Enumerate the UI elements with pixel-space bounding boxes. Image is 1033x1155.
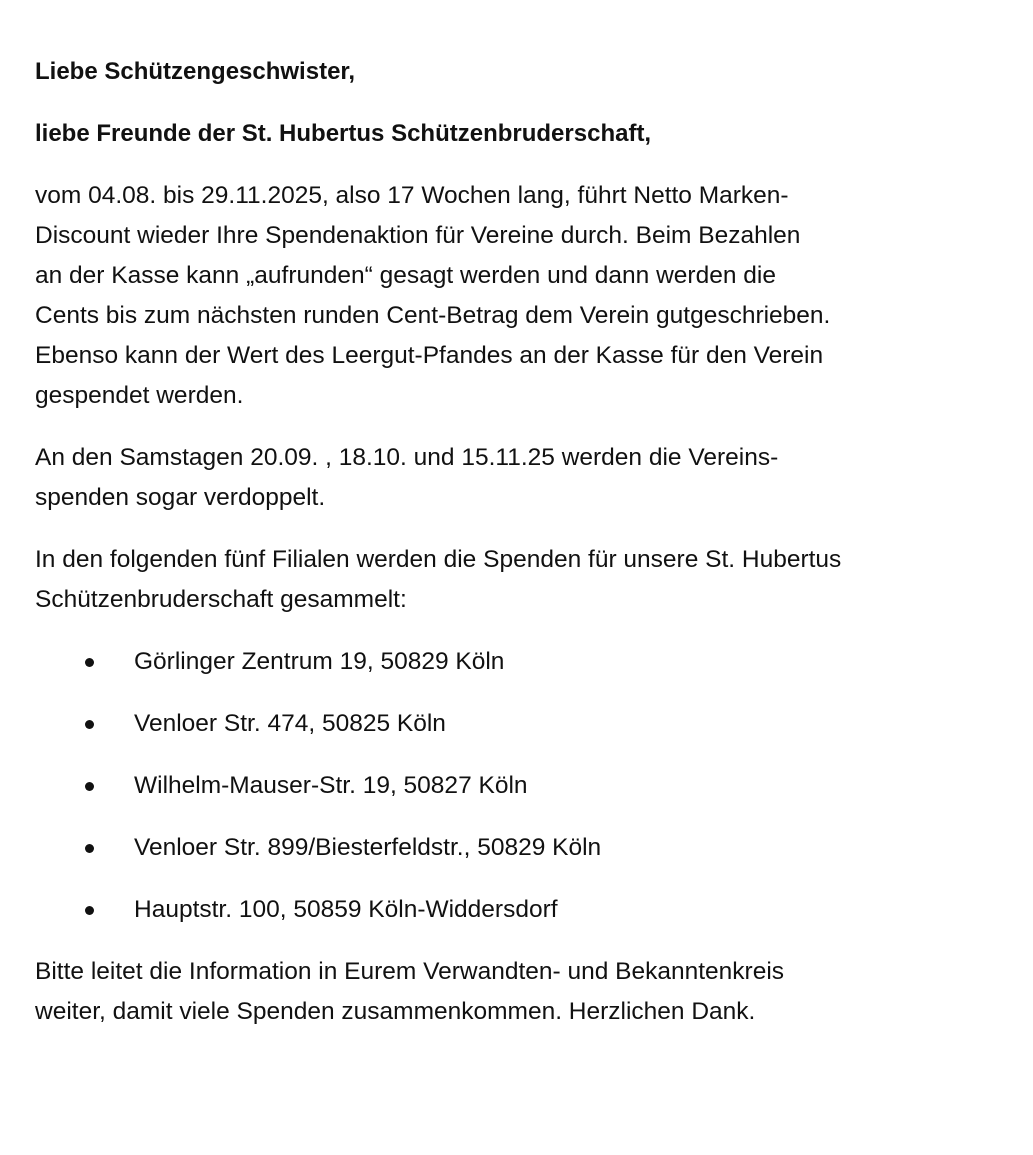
list-item	[35, 704, 1010, 744]
list-item	[35, 766, 1010, 806]
branch-list	[35, 642, 1010, 930]
list-item	[35, 890, 1010, 930]
list-item	[35, 642, 1010, 682]
bullet-icon	[85, 844, 94, 853]
paragraph-double-donation-dates	[35, 438, 1010, 518]
paragraph-line: Schützenbruderschaft gesammelt:	[35, 586, 407, 613]
paragraph-branches-intro	[35, 540, 1010, 620]
bullet-icon	[85, 658, 94, 667]
branch-address: Görlinger Zentrum 19, 50829 Köln	[134, 648, 505, 675]
paragraph-donation-campaign	[35, 176, 1010, 416]
paragraph-closing	[35, 952, 1010, 1032]
paragraph-line: Discount wieder Ihre Spendenaktion für Vereine durch. Beim Bezahlen	[35, 222, 801, 249]
greeting-line-1: Liebe Schützengeschwister,	[35, 58, 356, 85]
paragraph-line: Cents bis zum nächsten runden Cent-Betrag dem Verein gutgeschrieben.	[35, 302, 831, 329]
paragraph-line: an der Kasse kann „aufrunden“ gesagt werden und dann werden die	[35, 262, 776, 289]
branch-address: Venloer Str. 474, 50825 Köln	[134, 710, 446, 737]
branch-address: Wilhelm-Mauser-Str. 19, 50827 Köln	[134, 772, 528, 799]
bullet-icon	[85, 720, 94, 729]
letter-page	[35, 52, 1010, 1032]
paragraph-line: In den folgenden fünf Filialen werden die Spenden für unsere St. Hubertus	[35, 546, 842, 573]
branch-address: Venloer Str. 899/Biesterfeldstr., 50829 Köln	[134, 834, 602, 861]
paragraph-line: vom 04.08. bis 29.11.2025, also 17 Wochen lang, führt Netto Marken-	[35, 182, 789, 209]
bullet-icon	[85, 906, 94, 915]
paragraph-line: weiter, damit viele Spenden zusammenkommen. Herzlichen Dank.	[35, 998, 756, 1025]
paragraph-line: Ebenso kann der Wert des Leergut-Pfandes an der Kasse für den Verein	[35, 342, 824, 369]
branch-address: Hauptstr. 100, 50859 Köln-Widdersdorf	[134, 896, 558, 923]
paragraph-line: gespendet werden.	[35, 382, 244, 409]
paragraph-line: spenden sogar verdoppelt.	[35, 484, 326, 511]
list-item	[35, 828, 1010, 868]
paragraph-line: An den Samstagen 20.09. , 18.10. und 15.11.25 werden die Vereins-	[35, 444, 779, 471]
bullet-icon	[85, 782, 94, 791]
greeting-line-2: liebe Freunde der St. Hubertus Schützenbruderschaft,	[35, 120, 652, 147]
paragraph-line: Bitte leitet die Information in Eurem Verwandten- und Bekanntenkreis	[35, 958, 785, 985]
